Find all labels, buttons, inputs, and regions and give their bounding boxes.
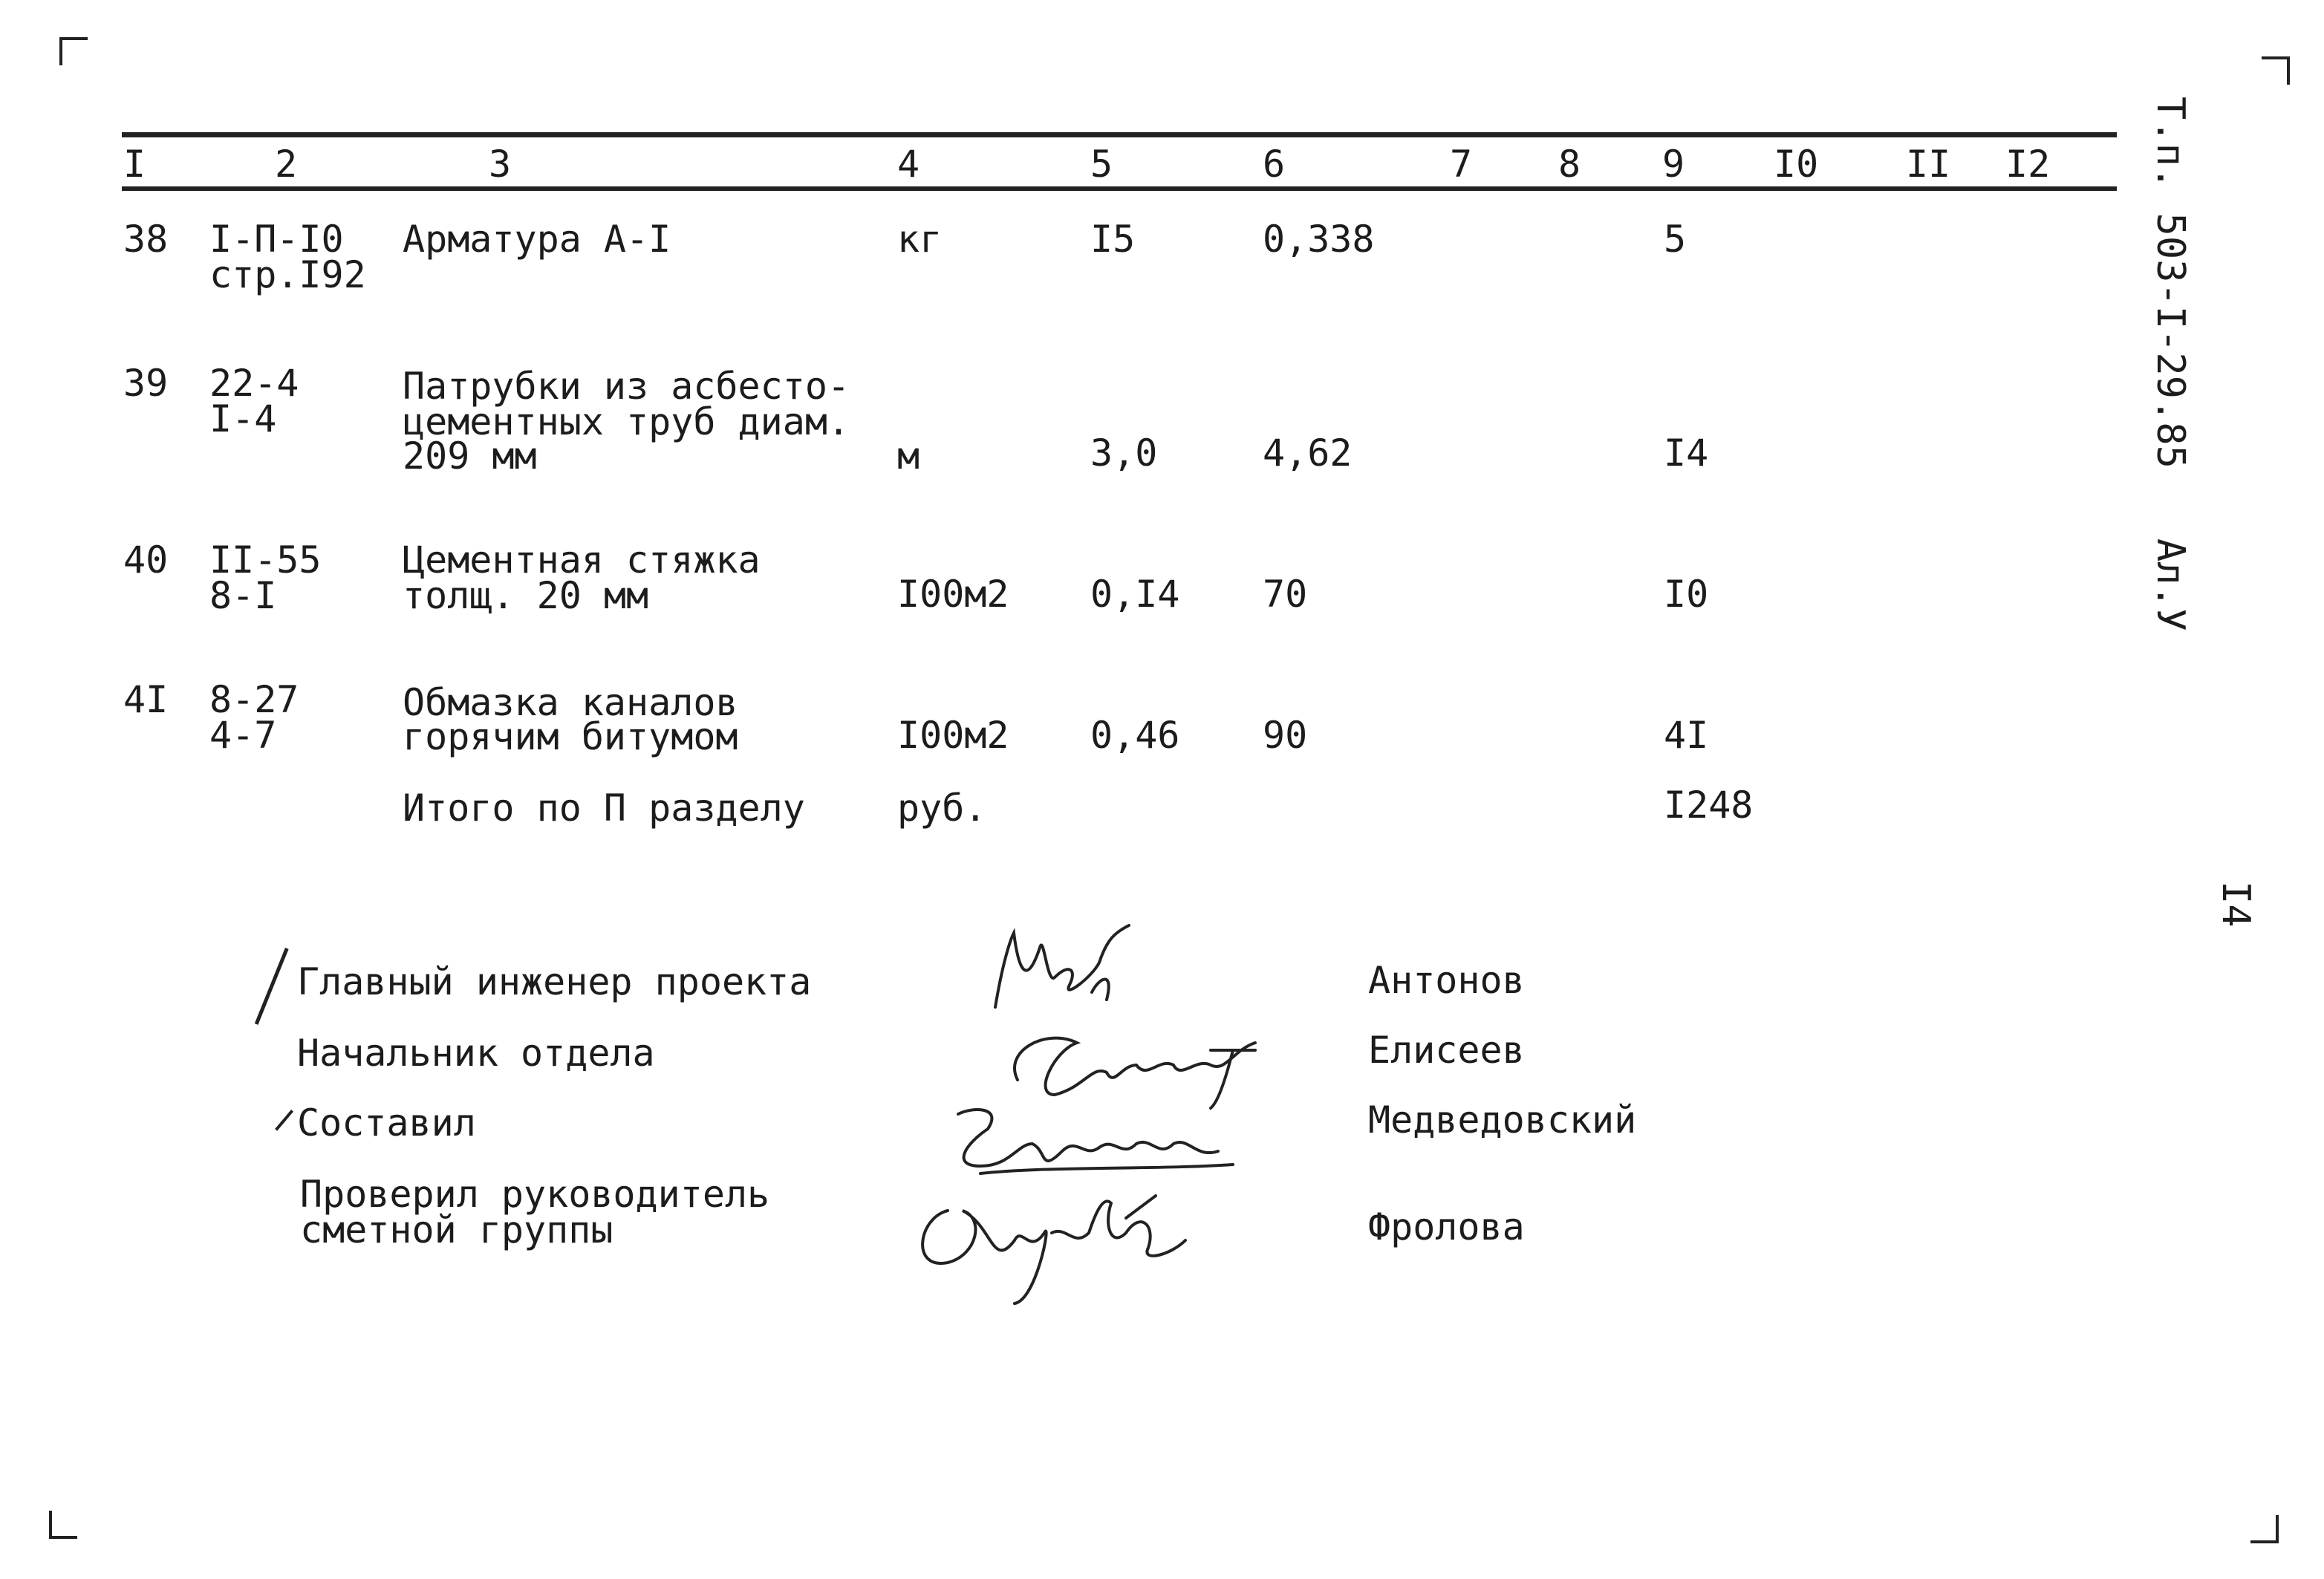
row-unit: I00м2: [897, 573, 1009, 616]
row-code-line: стр.I92: [209, 253, 366, 296]
row-code-line: 4-7: [209, 714, 277, 757]
row-total: 4I: [1664, 714, 1709, 757]
header-col-6: 6: [1263, 143, 1286, 186]
row-quantity: 0,I4: [1090, 573, 1180, 616]
crop-mark-top-right: [2262, 56, 2290, 85]
crop-mark-top-left: [59, 37, 88, 65]
row-name-line: Патрубки из асбесто-: [403, 365, 850, 408]
row-total: 5: [1664, 218, 1687, 261]
header-col-1: I: [123, 143, 146, 186]
header-col-11: II: [1906, 143, 1951, 186]
signature-name: Фролова: [1368, 1205, 1525, 1248]
row-code-line: 22-4: [209, 362, 299, 405]
row-name-line: 209 мм: [403, 434, 537, 478]
page-number: I4: [2213, 881, 2258, 928]
row-quantity: 3,0: [1090, 432, 1158, 475]
row-code-line: 8-27: [209, 678, 299, 721]
row-code-line: I-4: [209, 397, 277, 440]
row-number: 39: [123, 362, 169, 405]
signature-name: Медведовский: [1368, 1098, 1637, 1142]
summary-unit: руб.: [897, 787, 987, 830]
header-col-9: 9: [1662, 143, 1685, 186]
row-number: 40: [123, 538, 169, 582]
row-total: I4: [1664, 432, 1709, 475]
row-name-line: Цементная стяжка: [403, 538, 761, 582]
row-price: 0,338: [1263, 218, 1375, 261]
signature-role: Проверил руководитель сметной группы: [300, 1173, 770, 1251]
row-number: 4I: [123, 678, 169, 721]
row-price: 4,62: [1263, 432, 1353, 475]
signature-name: Антонов: [1368, 959, 1525, 1002]
row-name-line: горячим битумом: [403, 715, 738, 758]
row-unit: кг: [897, 218, 943, 261]
row-quantity: I5: [1090, 218, 1136, 261]
header-col-8: 8: [1558, 143, 1581, 186]
header-col-7: 7: [1450, 143, 1473, 186]
crop-mark-bottom-right: [2250, 1515, 2279, 1543]
row-name-line: Обмазка каналов: [403, 681, 738, 724]
row-name-line: цементных труб диам.: [403, 400, 850, 443]
header-col-5: 5: [1090, 143, 1113, 186]
signature-role: Главный инженер проекта: [297, 960, 812, 1003]
row-name-line: Арматура А-I: [403, 218, 671, 261]
row-number: 38: [123, 218, 169, 261]
signature-2: [988, 1020, 1270, 1110]
document-reference: Т.п. 503-I-29.85 Ал.У: [2148, 97, 2193, 632]
row-code-line: II-55: [209, 538, 322, 582]
header-col-3: 3: [489, 143, 512, 186]
header-col-4: 4: [897, 143, 920, 186]
summary-total: I248: [1664, 784, 1754, 827]
signature-name: Елисеев: [1368, 1029, 1525, 1072]
row-price: 70: [1263, 573, 1308, 616]
crop-mark-bottom-left: [49, 1511, 77, 1539]
row-unit: I00м2: [897, 714, 1009, 757]
signature-role: Начальник отдела: [297, 1032, 655, 1075]
summary-label: Итого по П разделу: [403, 787, 805, 830]
signature-4: [903, 1181, 1200, 1307]
row-unit: м: [897, 434, 920, 478]
row-code-line: 8-I: [209, 574, 277, 617]
row-code-line: I-П-I0: [209, 218, 344, 261]
tick-mark: [255, 948, 289, 1025]
header-col-12: I2: [2005, 143, 2051, 186]
row-total: I0: [1664, 573, 1709, 616]
header-col-2: 2: [275, 143, 298, 186]
signature-1: [980, 918, 1144, 1022]
row-price: 90: [1263, 714, 1308, 757]
signature-role: Составил: [297, 1101, 476, 1145]
row-name-line: толщ. 20 мм: [403, 574, 649, 617]
table-header-rule: [122, 186, 2117, 191]
signature-3: [936, 1099, 1248, 1181]
table-top-rule: [122, 132, 2117, 137]
header-col-10: I0: [1774, 143, 1819, 186]
row-quantity: 0,46: [1090, 714, 1180, 757]
tick-mark: [275, 1110, 293, 1131]
